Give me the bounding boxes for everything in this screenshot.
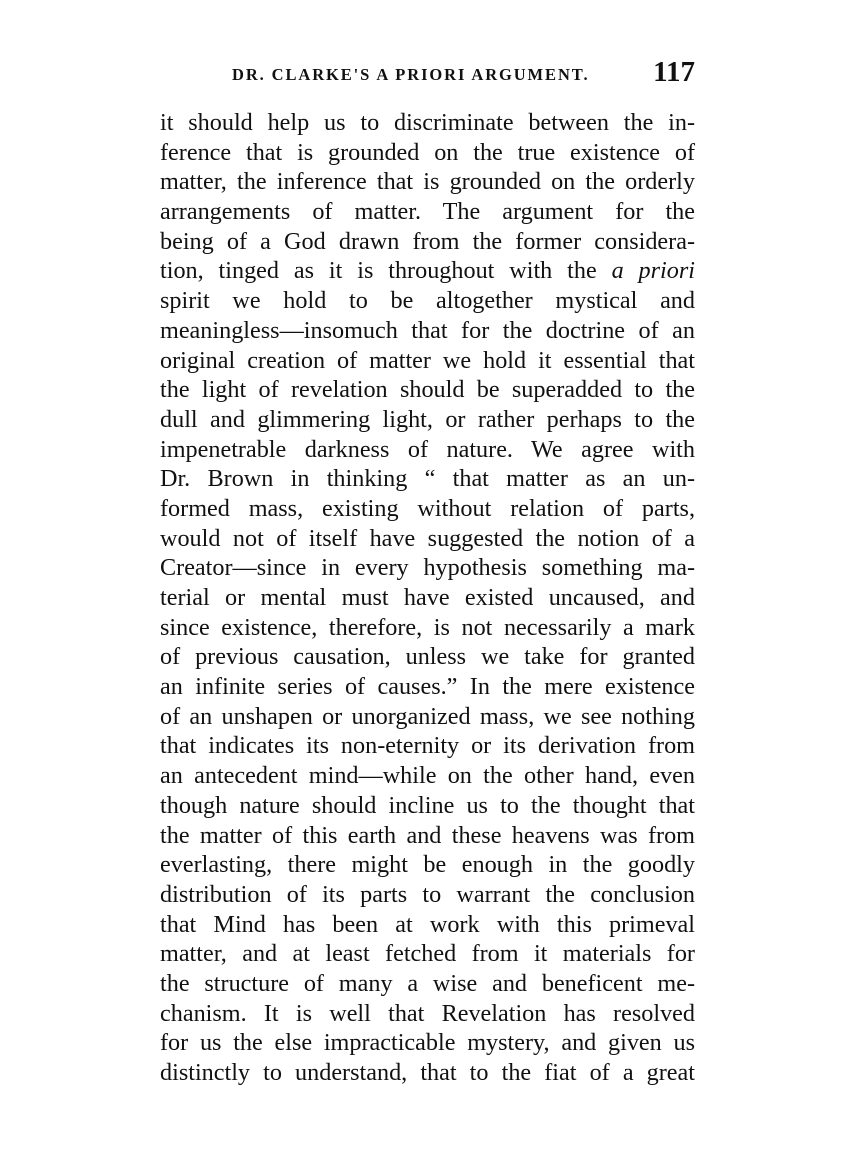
text-line: dull and glimmering light, or rather perhaps to the bbox=[160, 405, 695, 433]
text-line: Creator—since in every hypothesis something ma- bbox=[160, 554, 695, 582]
text-line: it should help us to discriminate between the in- bbox=[160, 109, 695, 136]
page-number: 117 bbox=[653, 56, 695, 88]
text-line: being of a God drawn from the former considera- bbox=[160, 227, 695, 255]
text-line: chanism. It is well that Revelation has resolved bbox=[160, 999, 695, 1027]
text-line: distribution of its parts to warrant the conclusion bbox=[160, 880, 695, 908]
text-line: would not of itself have suggested the notion of a bbox=[160, 524, 695, 552]
running-head bbox=[160, 56, 695, 92]
text-line: an infinite series of causes.” In the mere existence bbox=[160, 673, 695, 701]
italic-phrase: a priori bbox=[611, 257, 695, 285]
text-line: formed mass, existing without relation of parts, bbox=[160, 494, 695, 522]
text-line: arrangements of matter. The argument for the bbox=[160, 198, 695, 226]
running-title: DR. CLARKE'S A PRIORI ARGUMENT. bbox=[232, 65, 590, 84]
body-text bbox=[160, 108, 695, 1088]
text-line: original creation of matter we hold it essential that bbox=[160, 346, 695, 374]
text-line: everlasting, there might be enough in the goodly bbox=[160, 851, 695, 879]
text-line: since existence, therefore, is not necessarily a mark bbox=[160, 613, 695, 641]
text-line: matter, and at least fetched from it materials for bbox=[160, 940, 695, 968]
text-line: spirit we hold to be altogether mystical and bbox=[160, 287, 695, 315]
text-line: of an unshapen or unorganized mass, we see nothing bbox=[160, 702, 695, 730]
text-line: though nature should incline us to the thought that bbox=[160, 791, 695, 819]
text-line: that indicates its non-eternity or its derivation from bbox=[160, 732, 695, 760]
text-line: terial or mental must have existed uncaused, and bbox=[160, 584, 695, 611]
text-line: meaningless—insomuch that for the doctrine of an bbox=[160, 316, 695, 344]
text-line: an antecedent mind—while on the other hand, even bbox=[160, 762, 695, 790]
text-line: Dr. Brown in thinking “ that matter as an un- bbox=[160, 465, 695, 493]
text-line: the structure of many a wise and beneficent me- bbox=[160, 969, 695, 997]
text-line: the light of revelation should be superadded to the bbox=[160, 376, 695, 404]
text-line: distinctly to understand, that to the fiat of a great bbox=[160, 1059, 695, 1086]
text-line: of previous causation, unless we take for granted bbox=[160, 643, 695, 671]
text-line: for us the else impracticable mystery, and given us bbox=[160, 1029, 695, 1057]
text-line: tion, tinged as it is throughout with the a priori bbox=[160, 257, 695, 285]
text-line: impenetrable darkness of nature. We agree with bbox=[160, 435, 695, 463]
text-line: the matter of this earth and these heavens was from bbox=[160, 821, 695, 849]
text-line: matter, the inference that is grounded on the orderly bbox=[160, 168, 695, 196]
text-line: that Mind has been at work with this primeval bbox=[160, 910, 695, 938]
text-line: ference that is grounded on the true existence of bbox=[160, 138, 695, 166]
